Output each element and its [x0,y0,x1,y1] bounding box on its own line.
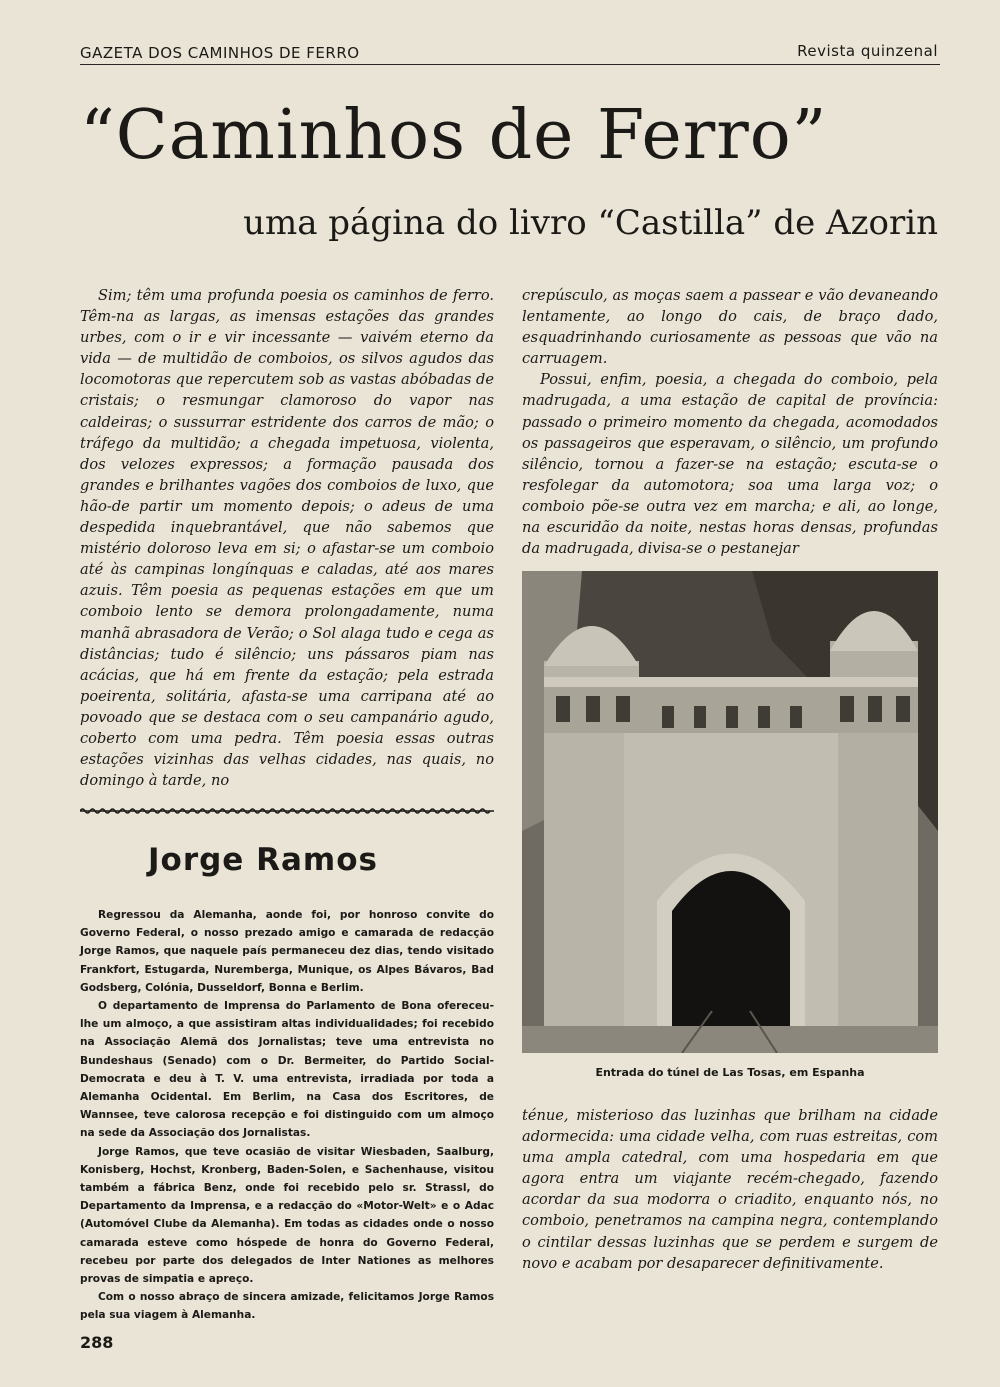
ornamental-divider [80,806,494,816]
news-paragraph: Com o nosso abraço de sincera amizade, felicitamos Jorge Ramos pela sua viagem à Alemanha. [80,1291,494,1322]
publication-name: GAZETA DOS CAMINHOS DE FERRO [80,44,360,62]
article-paragraph: Sim; têm uma profunda poesia os caminhos de ferro. Têm-na as largas, as imensas estações das grandes urbes, com o ir e vir incessante — vaivém eterno da vida — de multidão de comboios, os silvos agudos das locomotoras que repercutem sob as vastas abóbadas de cristais; o resmungar clamoroso do vapor nas caldeiras; o sussurrar estridente dos carros de mão; o tráfego da multidão; a chegada impetuosa, violenta, dos velozes expressos; a formação pausada dos grandes e brilhantes vagões dos comboios de luxo, que hão-de partir um momento depois; o adeus de uma despedida inquebrantável, que não sabemos que mistério doloroso leva em si; o afastar-se um comboio até às campinas longínquas e caladas, até aos mares azuis. Têm poesia as pequenas estações em que um comboio lento se demora prolongadamente, numa manhã abrasadora de Verão; o Sol alaga tudo e cega as distâncias; tudo é silêncio; uns pássaros piam nas acácias, que há em frente da estação; pela estrada poeirenta, solitária, afasta-se uma carripana até ao povoado que se destaca com o seu campanário agudo, coberto com uma pedra. Têm poesia essas outras estações vizinhas das velhas cidades, nas quais, no domingo à tarde, no [80,287,494,790]
publication-frequency: Revista quinzenal [797,42,938,60]
news-paragraph: Jorge Ramos, que teve ocasião de visitar Wiesbaden, Saalburg, Konisberg, Hochst, Kronberg, Baden-Solen, e Sachenhause, visitou também a fábrica Benz, onde foi recebido pelo sr. Strassl, do Departamento da Imprensa, e a redacção do «Motor-Welt» e o Adac (Automóvel Clube da Alemanha). Em todas as cidades onde o nosso camarada esteve como hóspede de honra do Governo Federal, recebeu por parte dos delegados de Inter Nationes as melhores provas de simpatia e apreço. [80,1145,494,1286]
news-paragraph: O departamento de Imprensa do Parlamento de Bona ofereceu-lhe um almoço, a que assistiram altas individualidades; foi recebido na Associação Alemã dos Jornalistas; teve uma entrevista no Bundeshaus (Senado) com o Dr. Bermeiter, do Partido Social-Democrata e deu à T. V. uma entrevista, irradiada por toda a Alemanha Ocidental. Em Berlim, na Casa dos Escritores, de Wannsee, teve calorosa recepção e foi distinguido com um almoço na sede da Associação dos Jornalistas. [80,1000,494,1140]
page-number: 288 [80,1333,114,1352]
article-column-right-top [522,285,938,559]
article-subtitle: uma página do livro “Castilla” de Azorin [243,203,938,243]
tunnel-photograph [522,571,938,1053]
news-heading: Jorge Ramos [148,842,378,878]
news-body [80,906,494,1325]
article-paragraph: crepúsculo, as moças saem a passear e vão devaneando lentamente, ao longo do cais, de braço dado, esquadrinhando curiosamente as pessoas que vão na carruagem. [522,287,938,368]
article-column-right-bottom [522,1105,938,1274]
article-paragraph: ténue, misterioso das luzinhas que brilham na cidade adormecida: uma cidade velha, com ruas estreitas, com uma ampla catedral, com uma hospedaria em que agora entra um viajante recém-chegado, fazendo acordar da sua modorra o criadito, enquanto nós, no comboio, penetramos na campina negra, contemplando o cintilar dessas luzinhas que se perdem e surgem de novo e acabam por desaparecer definitivamente. [522,1107,938,1272]
article-paragraph: Possui, enfim, poesia, a chegada do comboio, pela madrugada, a uma estação de capital de província: passado o primeiro momento da chegada, acomodados os passageiros que esperavam, o silêncio, um profundo silêncio, tornou a fazer-se na estação; escuta-se o resfolegar da automotora; soa uma larga voz; o comboio põe-se outra vez em marcha; e ali, ao longe, na escuridão da noite, nestas horas densas, profundas da madrugada, divisa-se o pestanejar [522,371,938,558]
news-paragraph: Regressou da Alemanha, aonde foi, por honroso convite do Governo Federal, o nosso prezado amigo e camarada de redacção Jorge Ramos, que naquele país permaneceu dez dias, tendo visitado Frankfort, Estugarda, Nuremberga, Munique, os Alpes Bávaros, Bad Godsberg, Colónia, Dusseldorf, Bonna e Berlim. [80,909,494,994]
article-title: “Caminhos de Ferro” [80,96,828,175]
running-header [80,40,938,64]
header-rule [80,64,940,65]
photo-caption: Entrada do túnel de Las Tosas, em Espanha [595,1066,865,1079]
article-column-left [80,285,494,791]
